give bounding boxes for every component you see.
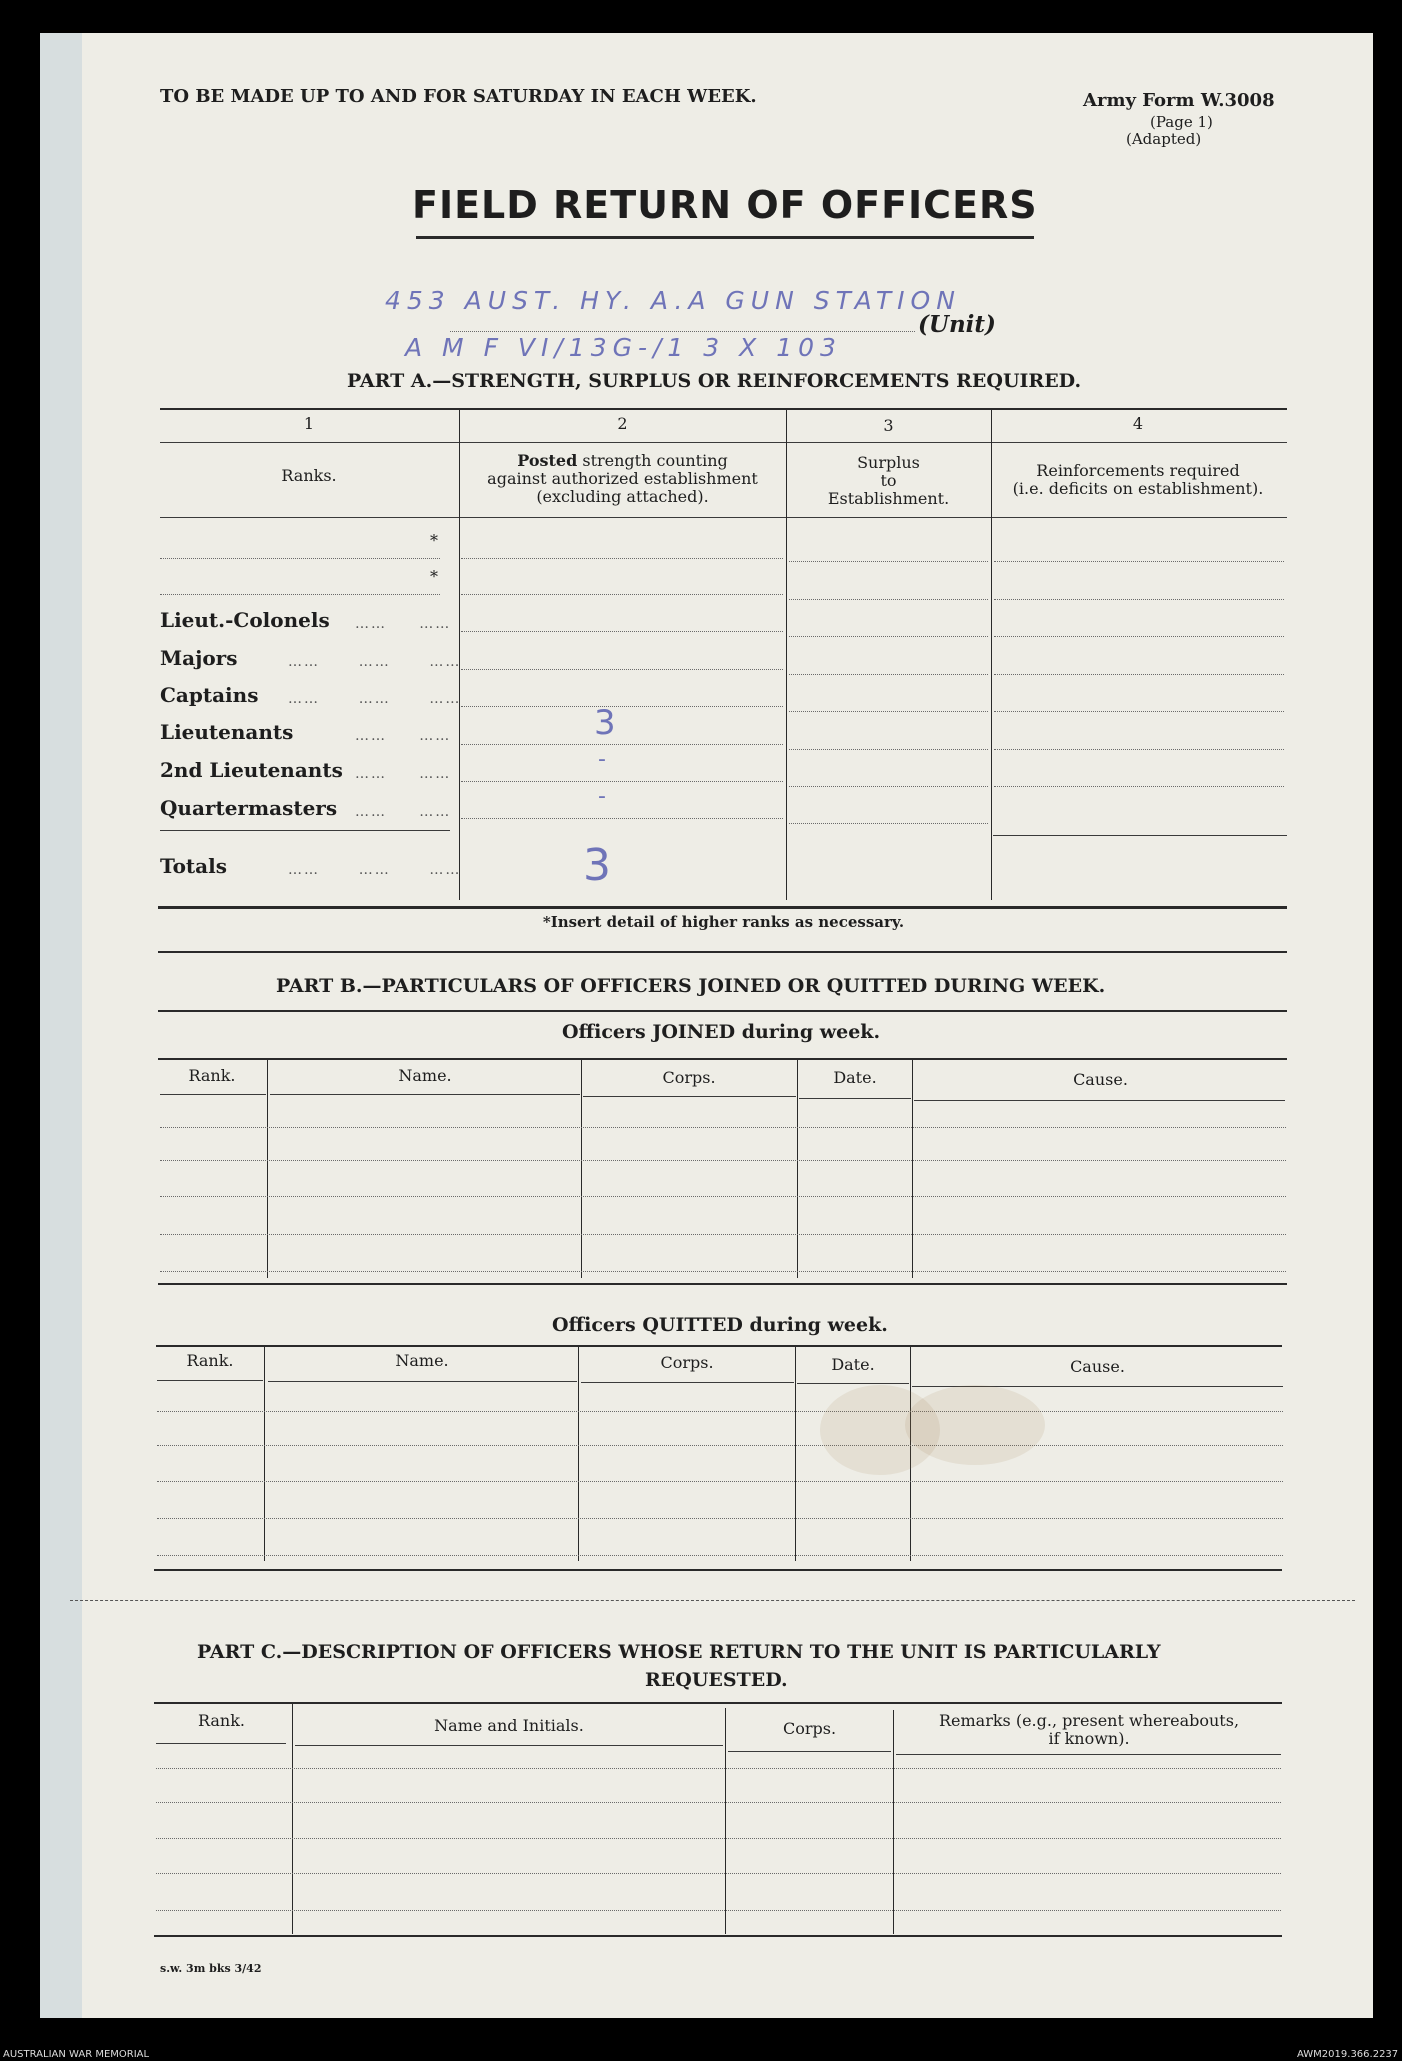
entry-line: [461, 669, 783, 670]
star-row-2-line: [160, 594, 440, 595]
entry-line: [994, 786, 1284, 787]
totals-rule-col1: [160, 830, 450, 831]
part-a-vline-2: [786, 410, 787, 900]
quitted-row-line: [157, 1411, 1283, 1412]
quitted-row-line: [157, 1555, 1283, 1556]
star-row-2-mark: *: [430, 567, 438, 586]
joined-header-rule: [583, 1096, 796, 1097]
col-4-number: 4: [1132, 414, 1144, 433]
joined-row-line: [160, 1234, 1286, 1235]
joined-col-corps: Corps.: [662, 1068, 716, 1087]
rank-captains: Captains: [160, 683, 259, 707]
perforation-line: [70, 1600, 1355, 1601]
quitted-col-name: Name.: [395, 1351, 449, 1370]
joined-header-rule: [914, 1100, 1285, 1101]
quitted-header-rule: [797, 1383, 909, 1384]
part-a-vline-3: [991, 410, 992, 900]
col-2-header-line3: (excluding attached).: [536, 487, 709, 506]
part-a-header-rule: [160, 517, 1287, 518]
leader-dots: …… ……: [355, 616, 452, 632]
entry-line: [461, 781, 783, 782]
quitted-vline-1: [264, 1347, 265, 1561]
joined-col-cause: Cause.: [1073, 1070, 1128, 1089]
star-row-1-mark: *: [430, 531, 438, 550]
joined-row-line: [160, 1160, 1286, 1161]
part-c-col-remarks-line2: if known).: [1048, 1729, 1130, 1748]
rank-lieut-colonels: Lieut.-Colonels: [160, 608, 330, 632]
unit-label: (Unit): [918, 311, 996, 338]
part-c-top-rule: [154, 1702, 1282, 1704]
part-a-footnote: *Insert detail of higher ranks as necessary.: [542, 913, 905, 931]
part-c-row-line: [156, 1873, 1281, 1874]
col-3-number: 3: [883, 416, 894, 435]
part-a-footnote-rule: [158, 951, 1287, 953]
unit-dotted-line: [450, 331, 915, 332]
instruction-text: TO BE MADE UP TO AND FOR SATURDAY IN EACH WEEK.: [160, 86, 757, 107]
star-row-1-line: [160, 558, 440, 559]
col-4-header-line1: Reinforcements required: [1036, 461, 1240, 480]
quitted-title: Officers QUITTED during week.: [552, 1314, 888, 1336]
posted-bold: Posted: [517, 451, 578, 470]
footer-right: AWM2019.366.2237: [1297, 2049, 1399, 2060]
part-b-top-rule: [158, 1010, 1287, 1012]
joined-vline-4: [912, 1060, 913, 1278]
entry-line: [789, 711, 988, 712]
title-underline: [416, 236, 1034, 239]
quitted-col-corps: Corps.: [660, 1353, 714, 1372]
quitted-bottom-rule: [154, 1569, 1282, 1571]
quitted-vline-2: [578, 1347, 579, 1561]
part-c-col-corps: Corps.: [782, 1719, 837, 1738]
joined-top-rule: [158, 1058, 1287, 1060]
handwritten-unit-line1: 453 AUST. HY. A.A GUN STATION: [385, 286, 961, 315]
leader-dots: …… ……: [355, 766, 452, 782]
leader-dots: …… …… ……: [288, 654, 462, 670]
entry-line: [789, 823, 988, 824]
quitted-col-rank: Rank.: [186, 1351, 234, 1370]
quitted-row-line: [157, 1445, 1283, 1446]
col-1-number: 1: [303, 414, 315, 433]
entry-line: [994, 711, 1284, 712]
form-number: Army Form W.3008: [1083, 90, 1275, 111]
part-c-header-rule: [896, 1754, 1281, 1755]
entry-line: [789, 599, 988, 600]
entry-line: [461, 744, 783, 745]
entry-line: [461, 818, 783, 819]
footer-left: AUSTRALIAN WAR MEMORIAL: [3, 2049, 150, 2060]
part-a-top-rule: [160, 408, 1287, 410]
part-c-bottom-rule: [154, 1935, 1282, 1937]
leader-dots: …… …… ……: [288, 862, 462, 878]
part-c-row-line: [156, 1802, 1281, 1803]
col-1-header: Ranks.: [281, 466, 337, 485]
quitted-row-line: [157, 1481, 1283, 1482]
joined-row-line: [160, 1196, 1286, 1197]
part-a-number-rule: [160, 442, 1287, 443]
part-c-header-rule: [156, 1743, 286, 1744]
entry-line: [994, 749, 1284, 750]
posted-totals: 3: [583, 840, 617, 891]
joined-row-line: [160, 1271, 1286, 1272]
entry-line: [789, 561, 988, 562]
col-3-header-line2: to: [880, 471, 897, 490]
leader-dots: …… …… ……: [288, 691, 462, 707]
part-c-heading-line1: PART C.—DESCRIPTION OF OFFICERS WHOSE RETURN TO THE UNIT IS PARTICULARLY: [197, 1641, 1161, 1663]
quitted-header-rule: [581, 1382, 794, 1383]
joined-vline-2: [581, 1060, 582, 1278]
quitted-row-line: [157, 1518, 1283, 1519]
rank-quartermasters: Quartermasters: [160, 796, 338, 820]
totals-label: Totals: [160, 854, 227, 878]
col-3-header-line3: Establishment.: [827, 489, 950, 508]
col-2-header-line2: against authorized establishment: [487, 469, 758, 488]
entry-line: [461, 631, 783, 632]
part-c-vline-2: [725, 1708, 726, 1934]
quitted-col-date: Date.: [831, 1355, 875, 1374]
entry-line: [994, 674, 1284, 675]
part-c-row-line: [156, 1910, 1281, 1911]
col-2-number: 2: [617, 414, 628, 433]
part-c-heading-line2: REQUESTED.: [645, 1669, 788, 1691]
joined-header-rule: [799, 1098, 911, 1099]
entry-line: [994, 561, 1284, 562]
posted-rest: strength counting: [577, 451, 728, 470]
quitted-header-rule: [268, 1381, 577, 1382]
entry-line: [789, 674, 988, 675]
adapted-note: (Adapted): [1126, 130, 1202, 148]
part-c-col-rank: Rank.: [197, 1711, 246, 1730]
entry-line: [461, 558, 783, 559]
handwritten-unit-line2: A M F VI/13G-/1 3 X 103: [405, 333, 842, 362]
entry-line: [789, 786, 988, 787]
rank-2nd-lieutenants: 2nd Lieutenants: [160, 758, 343, 782]
part-c-header-rule: [728, 1751, 891, 1752]
posted-lieutenants: 3: [594, 703, 622, 743]
joined-row-line: [160, 1127, 1286, 1128]
part-a-bottom-rule: [158, 906, 1287, 909]
joined-title: Officers JOINED during week.: [562, 1021, 881, 1043]
part-a-heading: PART A.—STRENGTH, SURPLUS OR REINFORCEMENTS REQUIRED.: [347, 370, 1082, 392]
part-c-vline-1: [292, 1704, 293, 1934]
quitted-top-rule: [156, 1345, 1282, 1347]
entry-line: [461, 594, 783, 595]
col-2-header-line1: [460, 452, 785, 470]
paper-stain: [905, 1385, 1045, 1465]
part-c-row-line: [156, 1768, 1281, 1769]
col-4-header-line2: (i.e. deficits on establishment).: [1012, 479, 1264, 498]
posted-quartermasters: -: [598, 784, 612, 809]
entry-line: [789, 749, 988, 750]
joined-col-name: Name.: [398, 1066, 452, 1085]
part-c-col-remarks-line1: Remarks (e.g., present whereabouts,: [938, 1711, 1240, 1730]
quitted-col-cause: Cause.: [1070, 1357, 1125, 1376]
page-number: (Page 1): [1150, 113, 1213, 131]
leader-dots: …… ……: [355, 804, 452, 820]
col-3-header-line1: Surplus: [857, 453, 920, 472]
rank-majors: Majors: [160, 646, 238, 670]
joined-col-rank: Rank.: [188, 1066, 236, 1085]
footer-bar: [0, 2048, 1402, 2061]
joined-col-date: Date.: [833, 1068, 877, 1087]
part-c-vline-3: [893, 1710, 894, 1934]
entry-line: [461, 706, 783, 707]
part-c-col-name: Name and Initials.: [434, 1716, 584, 1735]
rank-lieutenants: Lieutenants: [160, 720, 294, 744]
joined-header-rule: [160, 1094, 266, 1095]
joined-bottom-rule: [158, 1283, 1287, 1285]
joined-header-rule: [270, 1094, 580, 1095]
part-b-heading: PART B.—PARTICULARS OF OFFICERS JOINED OR QUITTED DURING WEEK.: [276, 975, 1106, 997]
entry-line: [789, 636, 988, 637]
page-title: FIELD RETURN OF OFFICERS: [412, 183, 1038, 227]
joined-vline-1: [267, 1060, 268, 1278]
part-c-header-rule: [295, 1745, 723, 1746]
print-code: s.w. 3m bks 3/42: [160, 1962, 262, 1975]
quitted-vline-3: [795, 1347, 796, 1561]
entry-line: [994, 636, 1284, 637]
joined-vline-3: [797, 1060, 798, 1278]
leader-dots: …… ……: [355, 728, 452, 744]
entry-line: [994, 599, 1284, 600]
part-c-row-line: [156, 1838, 1281, 1839]
totals-rule-col4: [993, 835, 1287, 836]
posted-2nd-lieutenants: -: [598, 747, 612, 772]
quitted-header-rule: [157, 1380, 263, 1381]
